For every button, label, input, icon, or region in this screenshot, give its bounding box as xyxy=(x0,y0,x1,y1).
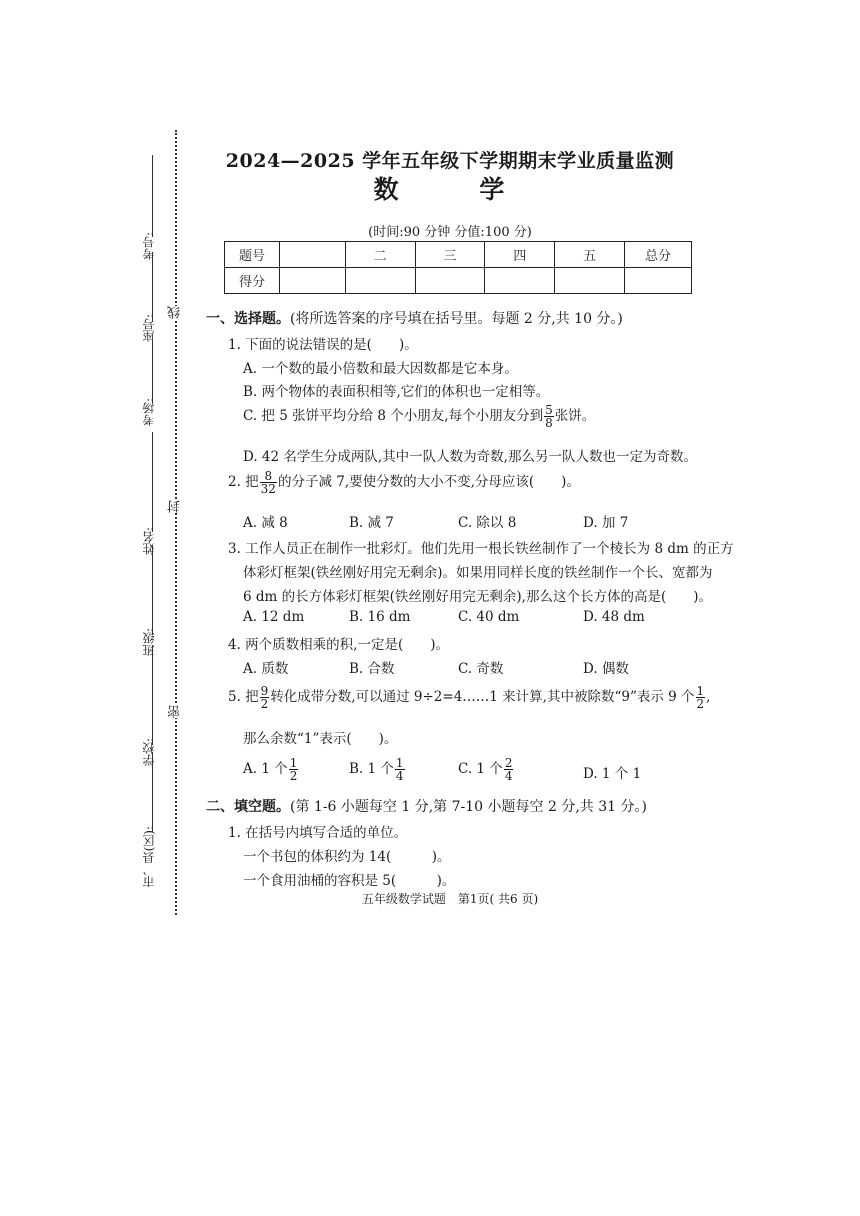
section1-title: 一、选择题。 xyxy=(206,311,290,327)
seal-char-feng: 封 xyxy=(168,500,183,513)
score-input-cell[interactable] xyxy=(415,268,485,294)
school-label: 学校: xyxy=(142,738,156,767)
score-input-cell[interactable] xyxy=(280,268,346,294)
score-cell: 四 xyxy=(485,242,555,268)
score-table-score-row xyxy=(225,268,692,294)
q3-line3: 6 dm 的长方体彩灯框架(铁丝刚好用完无剩余),那么这个长方体的高是( )。 xyxy=(243,589,712,605)
section1-heading xyxy=(206,308,623,328)
q3-line1: 3. 工作人员正在制作一批彩灯。他们先用一根长铁丝制作了一个棱长为 8 dm 的正方 xyxy=(228,541,734,557)
q1-option-d: D. 42 名学生分成两队,其中一队人数为奇数,那么另一队人数也一定为奇数。 xyxy=(243,449,697,465)
numerator: 8 xyxy=(260,470,277,483)
q1-option-c-end: 张饼。 xyxy=(554,408,596,424)
q3-option-c: C. 40 dm xyxy=(458,609,520,625)
q5-option-c xyxy=(458,757,514,782)
fraction xyxy=(289,757,299,782)
room-underline[interactable] xyxy=(152,340,153,404)
q3-option-a: A. 12 dm xyxy=(243,609,305,625)
exam-no-label: 考号: xyxy=(142,232,156,261)
q4-stem: 4. 两个质数相乘的积,一定是( )。 xyxy=(228,637,449,653)
q5-option-b xyxy=(349,757,406,782)
fraction xyxy=(260,470,277,495)
q5-option-c-text: C. 1 个 xyxy=(458,761,503,777)
q5-mid: 转化成带分数,可以通过 9÷2=4……1 来计算,其中被除数“9”表示 9 个 xyxy=(270,689,695,705)
score-input-cell[interactable] xyxy=(485,268,555,294)
score-input-cell[interactable] xyxy=(625,268,692,294)
q2-stem xyxy=(228,470,580,495)
class-underline[interactable] xyxy=(152,545,153,635)
q2-post: 的分子减 7,要使分数的大小不变,分母应该( )。 xyxy=(277,474,580,490)
q4-option-c: C. 奇数 xyxy=(458,661,504,677)
q4-option-d: D. 偶数 xyxy=(583,661,629,677)
section2-heading xyxy=(206,796,647,816)
s2-q1-line2: 一个食用油桶的容积是 5( )。 xyxy=(243,873,456,889)
score-cell: 二 xyxy=(345,242,415,268)
denominator: 2 xyxy=(696,697,705,711)
name-underline[interactable] xyxy=(152,432,153,532)
q5-option-d: D. 1 个 1 xyxy=(583,766,642,782)
numerator: 2 xyxy=(504,756,513,770)
score-input-cell[interactable] xyxy=(345,268,415,294)
denominator: 32 xyxy=(260,482,276,496)
fraction xyxy=(544,404,554,429)
score-table xyxy=(224,241,692,294)
numerator: 1 xyxy=(696,684,705,698)
q2-option-d: D. 加 7 xyxy=(583,515,629,531)
denominator: 2 xyxy=(260,697,269,711)
score-cell: 题号 xyxy=(225,242,280,268)
seal-char-mi: 密 xyxy=(168,705,183,718)
score-cell: 五 xyxy=(555,242,625,268)
fraction xyxy=(696,685,706,710)
denominator: 4 xyxy=(395,769,404,783)
exam-meta: (时间:90 分钟 分值:100 分) xyxy=(368,225,532,240)
q5-stem xyxy=(228,685,710,710)
q1-stem: 1. 下面的说法错误的是( )。 xyxy=(228,337,418,353)
seat-no-underline[interactable] xyxy=(152,252,153,322)
numerator: 1 xyxy=(395,756,404,770)
section2-instruction: (第 1-6 小题每空 1 分,第 7-10 小题每空 2 分,共 31 分。) xyxy=(290,799,647,815)
subject-title: 数 学 xyxy=(373,175,541,204)
name-label: 姓名: xyxy=(142,527,156,556)
q1-option-b: B. 两个物体的表面积相等,它们的体积也一定相等。 xyxy=(243,384,550,400)
score-cell: 三 xyxy=(415,242,485,268)
score-cell xyxy=(280,242,346,268)
q5-line2: 那么余数“1”表示( )。 xyxy=(243,731,398,747)
q5-pre: 5. 把 xyxy=(228,689,259,705)
page-footer: 五年级数学试题 第1页( 共6 页) xyxy=(361,892,539,906)
s2-q1-stem: 1. 在括号内填写合适的单位。 xyxy=(228,825,408,841)
denominator: 8 xyxy=(545,416,553,430)
section1-instruction: (将所选答案的序号填在括号里。每题 2 分,共 10 分。) xyxy=(290,311,623,327)
q2-pre: 2. 把 xyxy=(228,474,259,490)
seat-no-label: 座号: xyxy=(142,314,156,343)
city-label: 市、县(区): xyxy=(142,826,156,888)
numerator: 9 xyxy=(260,684,269,698)
q4-option-b: B. 合数 xyxy=(349,661,395,677)
score-input-cell[interactable] xyxy=(555,268,625,294)
fraction xyxy=(395,757,405,782)
denominator: 2 xyxy=(289,769,298,783)
school-underline[interactable] xyxy=(152,645,153,745)
section2-title: 二、填空题。 xyxy=(206,799,290,815)
s2-q1-line1: 一个书包的体积约为 14( )。 xyxy=(243,849,451,865)
q2-option-b: B. 减 7 xyxy=(349,515,394,531)
q2-option-a: A. 减 8 xyxy=(243,515,288,531)
numerator: 1 xyxy=(289,756,298,770)
q5-end: , xyxy=(706,689,711,705)
fraction xyxy=(504,757,514,782)
city-underline[interactable] xyxy=(152,752,153,832)
q4-option-a: A. 质数 xyxy=(243,661,289,677)
binding-dotted-line xyxy=(175,130,177,915)
score-row-label: 得分 xyxy=(225,268,280,294)
q5-option-b-text: B. 1 个 xyxy=(349,761,394,777)
q1-option-c-text: C. 把 5 张饼平均分给 8 个小朋友,每个小朋友分到 xyxy=(243,408,544,424)
exam-title: 2024—2025 学年五年级下学期期末学业质量监测 xyxy=(225,150,675,172)
room-label: 考场: xyxy=(142,398,156,427)
seal-char-xian: 线 xyxy=(168,306,183,319)
q1-option-a: A. 一个数的最小倍数和最大因数都是它本身。 xyxy=(243,361,518,377)
numerator: 5 xyxy=(545,403,553,417)
class-label: 班级: xyxy=(142,628,156,657)
q5-option-a xyxy=(243,757,299,782)
q3-option-d: D. 48 dm xyxy=(583,609,645,625)
score-table-header-row xyxy=(225,242,692,268)
fraction xyxy=(260,685,270,710)
q3-line2: 体彩灯框架(铁丝刚好用完无剩余)。如果用同样长度的铁丝制作一个长、宽都为 xyxy=(243,565,713,581)
q2-option-c: C. 除以 8 xyxy=(458,515,517,531)
q3-option-b: B. 16 dm xyxy=(349,609,411,625)
score-cell: 总分 xyxy=(625,242,692,268)
q1-option-c xyxy=(243,404,595,429)
denominator: 4 xyxy=(504,769,513,783)
q5-option-a-text: A. 1 个 xyxy=(243,761,288,777)
